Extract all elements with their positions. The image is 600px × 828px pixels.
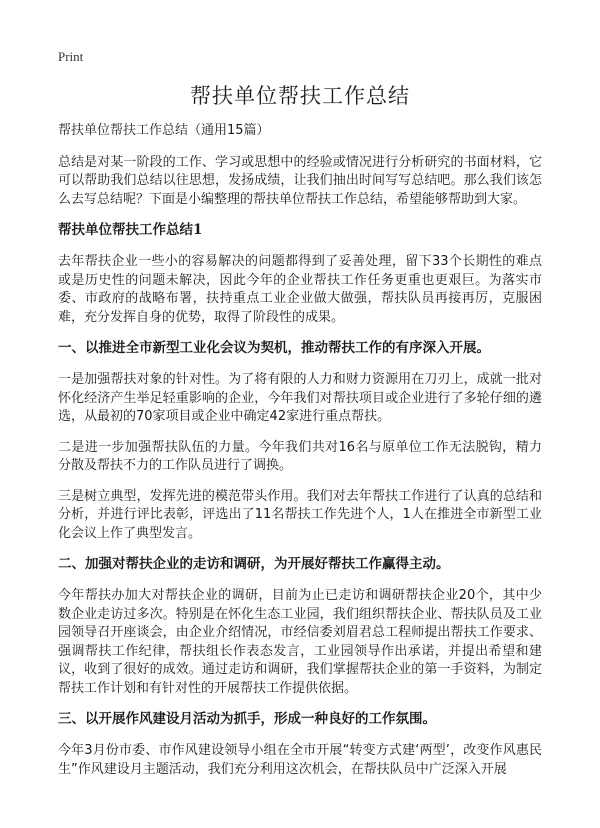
document-body — [58, 122, 542, 791]
heading-3: 三、以开展作风建设月活动为抓手，形成一种良好的工作氛围。 — [58, 711, 436, 727]
paragraph-3: 二是进一步加强帮扶队伍的力量。今年我们共对16名与原单位工作无法脱钩，精力分散及帮扶不力的工作队员进行了调换。 — [58, 439, 542, 473]
heading-1: 一、以推进全市新型工业化会议为契机，推动帮扶工作的有序深入开展。 — [58, 340, 490, 356]
print-link[interactable]: Print — [58, 49, 84, 64]
section-heading: 帮扶单位帮扶工作总结1 — [58, 222, 203, 238]
paragraph-2: 一是加强帮扶对象的针对性。为了将有限的人力和财力资源用在刀刃上，成就一批对怀化经济产生举足轻重影响的企业，今年我们对帮扶项目或企业进行了多轮仔细的遴选，从最初的70家项目或企业中确定42家进行重点帮扶。 — [58, 372, 542, 424]
page-title: 帮扶单位帮扶工作总结 — [190, 84, 410, 108]
paragraph-1: 去年帮扶企业一些小的容易解决的问题都得到了妥善处理，留下33个长期性的难点或是历史性的问题未解决，因此今年的企业帮扶工作任务更重也更艰巨。为落实市委、市政府的战略布署，扶持重点工业企业做大做强，帮扶队员再接再厉，克服困难，充分发挥自身的优势，取得了阶段性的成果。 — [58, 254, 542, 325]
paragraph-6: 今年3月份市委、市作风建设领导小组在全市开展“转变方式建‘两型’，改变作风惠民生”作风建设月主题活动，我们充分利用这次机会，在帮扶队员中广泛深入开展 — [58, 743, 542, 777]
paragraph-4: 三是树立典型，发挥先进的模范带头作用。我们对去年帮扶工作进行了认真的总结和分析，并进行评比表彰，评选出了11名帮扶工作先进个人，1人在推进全市新型工业化会议上作了典型发言。 — [58, 488, 542, 541]
document-subtitle: 帮扶单位帮扶工作总结（通用15篇） — [58, 123, 270, 138]
heading-2: 二、加强对帮扶企业的走访和调研，为开展好帮扶工作赢得主动。 — [58, 556, 450, 572]
paragraph-5: 今年帮扶办加大对帮扶企业的调研，目前为止已走访和调研帮扶企业20个，其中少数企业走访过多次。特别是在怀化生态工业园，我们组织帮扶企业、帮扶队员及工业园领导召开座谈会，由企业介绍情况，市经信委刘眉君总工程师提出帮扶工作要求、强调帮扶工作纪律，帮扶组长作表态发言，工业园领导作出承诺，并提出希望和建议，收到了很好的成效。通过走访和调研，我们掌握帮扶企业的第一手资料，为制定帮扶工作计划和有针对性的开展帮扶工作提供依据。 — [58, 588, 542, 696]
intro-paragraph: 总结是对某一阶段的工作、学习或思想中的经验或情况进行分析研究的书面材料，它可以帮助我们总结以往思想，发扬成绩，让我们抽出时间写写总结吧。那么我们该怎么去写总结呢？下面是小编整理的帮扶单位帮扶工作总结，希望能够帮助到大家。 — [58, 154, 542, 207]
